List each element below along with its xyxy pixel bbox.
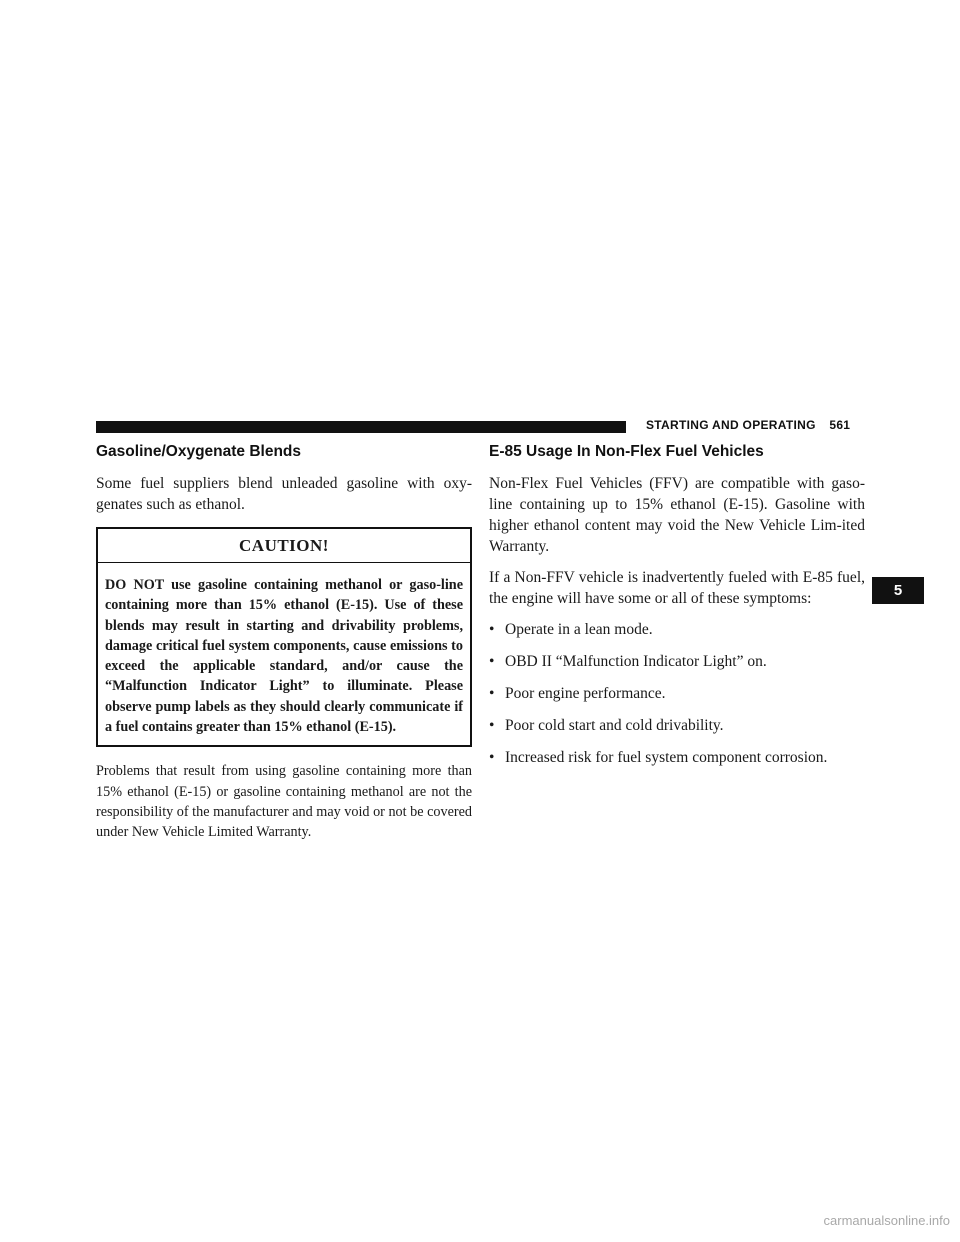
- chapter-tab: 5: [872, 577, 924, 604]
- list-item: [489, 683, 865, 704]
- symptom-list: [489, 619, 865, 768]
- list-item-text: Poor engine performance.: [505, 685, 666, 702]
- ffv-paragraph: Non-Flex Fuel Vehicles (FFV) are compatible with gaso-line containing up to 15% ethanol (E-15). Gasoline with higher ethanol content may void the New Vehicle Lim-ited Warranty.: [489, 475, 865, 555]
- watermark: carmanualsonline.info: [823, 1213, 950, 1228]
- section-title: STARTING AND OPERATING: [646, 418, 816, 432]
- list-item-text: OBD II “Malfunction Indicator Light” on.: [505, 653, 767, 670]
- list-item-text: Increased risk for fuel system component corrosion.: [505, 749, 828, 766]
- bullet-icon: •: [489, 653, 495, 670]
- right-column: [489, 443, 865, 779]
- bullet-icon: •: [489, 749, 495, 766]
- list-item: [489, 747, 865, 768]
- page-number: 561: [829, 418, 851, 432]
- list-item: [489, 715, 865, 736]
- heading-e85-usage: E-85 Usage In Non-Flex Fuel Vehicles: [489, 443, 764, 460]
- bullet-icon: •: [489, 621, 495, 638]
- list-item-text: Poor cold start and cold drivability.: [505, 717, 724, 734]
- header-rule: [96, 421, 626, 433]
- list-item-text: Operate in a lean mode.: [505, 621, 653, 638]
- bullet-icon: •: [489, 717, 495, 734]
- bullet-icon: •: [489, 685, 495, 702]
- list-item: [489, 651, 865, 672]
- caution-body: DO NOT use gasoline containing methanol or gaso-line containing more than 15% ethanol (E-15). Use of these blends may result in starting and drivability problems, damage critical fuel system components, cause emissions to exceed the applicable standard, and/or cause the “Malfunction Indicator Light” to illuminate. Please observe pump labels as they should clearly communicate if a fuel contains greater than 15% ethanol (E-15).: [105, 577, 463, 736]
- left-column: [96, 443, 472, 853]
- intro-paragraph: Some fuel suppliers blend unleaded gasoline with oxy-genates such as ethanol.: [96, 475, 472, 513]
- caution-title: CAUTION!: [98, 529, 470, 563]
- caution-box: [96, 527, 472, 747]
- symptoms-intro: If a Non-FFV vehicle is inadvertently fueled with E-85 fuel, the engine will have some or all of these symptoms:: [489, 569, 865, 607]
- closing-paragraph: Problems that result from using gasoline containing more than 15% ethanol (E-15) or gasoline containing methanol are not the responsibility of the manufacturer and may void or not be covered under New Vehicle Limited Warranty.: [96, 763, 472, 841]
- list-item: [489, 619, 865, 640]
- running-header: [646, 418, 866, 432]
- heading-gasoline-oxygenate: Gasoline/Oxygenate Blends: [96, 443, 302, 460]
